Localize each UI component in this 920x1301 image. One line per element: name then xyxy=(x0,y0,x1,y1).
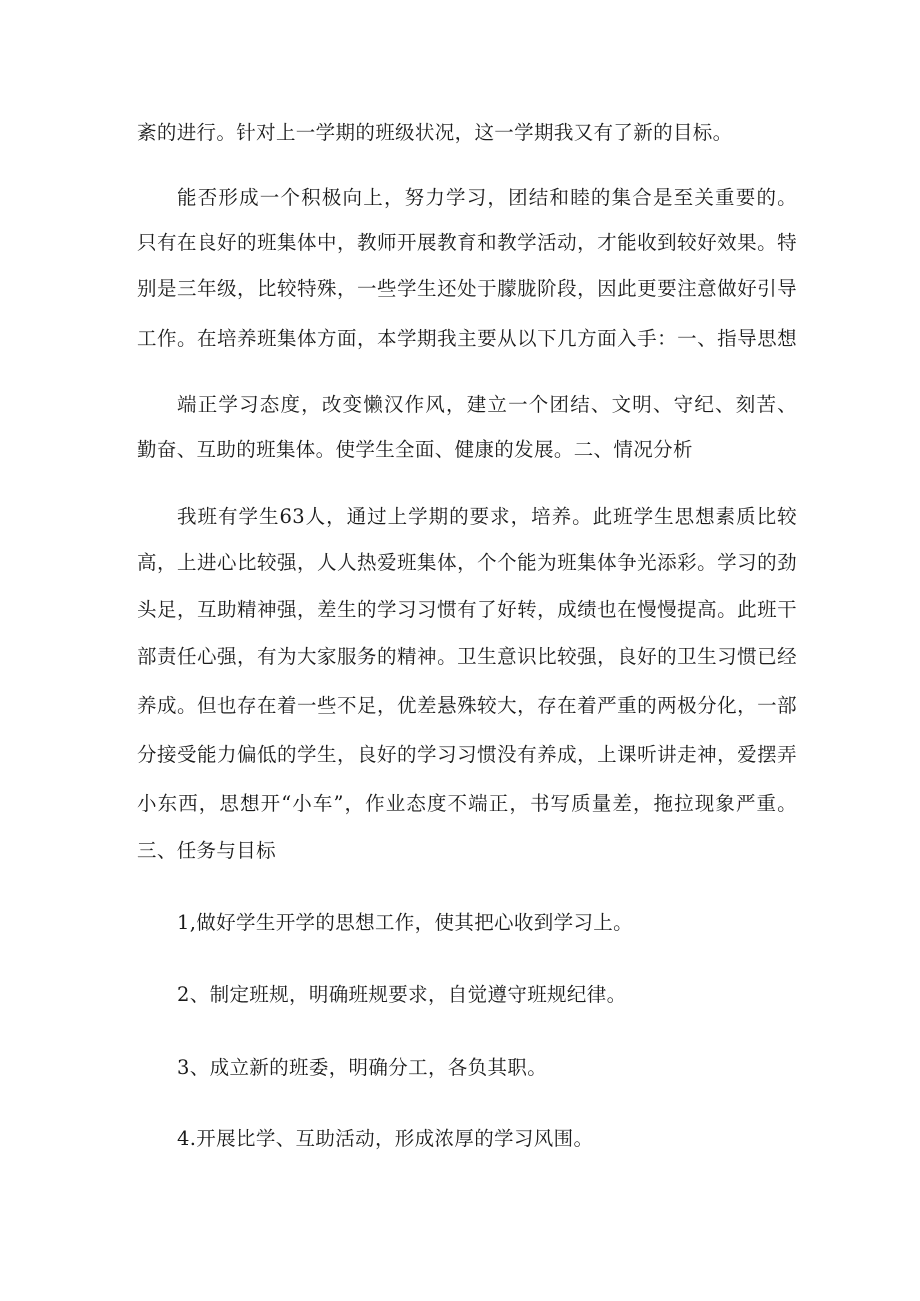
list-item: 2、制定班规，明确班规要求，自觉遵守班规纪律。 xyxy=(177,983,627,1006)
list-item: 3、成立新的班委，明确分工，各负其职。 xyxy=(177,1056,548,1079)
text-line: 我班有学生63人，通过上学期的要求，培养。此班学生思想素质比较 xyxy=(177,505,797,528)
text-line: 工作。在培养班集体方面，本学期我主要从以下几方面入手：一、指导思想 xyxy=(137,327,797,350)
text-line: 端正学习态度，改变懒汉作风，建立一个团结、文明、守纪、刻苦、 xyxy=(177,393,797,416)
text-line: 勤奋、互助的班集体。使学生全面、健康的发展。二、情况分析 xyxy=(137,438,693,461)
text-line: 高，上进心比较强，人人热爱班集体，个个能为班集体争光添彩。学习的劲 xyxy=(137,551,797,574)
text-line: 只有在良好的班集体中，教师开展教育和教学活动，才能收到较好效果。特 xyxy=(137,231,797,254)
list-item: 1,做好学生开学的思想工作，使其把心收到学习上。 xyxy=(177,911,634,934)
text-line: 紊的进行。针对上一学期的班级状况，这一学期我又有了新的目标。 xyxy=(137,121,733,144)
text-line: 部责任心强，有为大家服务的精神。卫生意识比较强，良好的卫生习惯已经 xyxy=(137,645,797,668)
text-line: 头足，互助精神强，差生的学习习惯有了好转，成绩也在慢慢提高。此班干 xyxy=(137,598,797,621)
text-line: 别是三年级，比较特殊，一些学生还处于朦胧阶段，因此更要注意做好引导 xyxy=(137,277,797,300)
text-line: 小东西，思想开“小车”，作业态度不端正，书写质量差，拖拉现象严重。 xyxy=(137,792,797,815)
list-item: 4.开展比学、互助活动，形成浓厚的学习风围。 xyxy=(177,1127,594,1150)
text-line: 养成。但也存在着一些不足，优差悬殊较大，存在着严重的两极分化，一部 xyxy=(137,694,797,717)
section-heading: 三、任务与目标 xyxy=(137,839,276,862)
text-line: 能否形成一个积极向上，努力学习，团结和睦的集合是至关重要的。 xyxy=(177,186,797,209)
text-line: 分接受能力偏低的学生，良好的学习习惯没有养成，上课听讲走神，爱摆弄 xyxy=(137,743,797,766)
